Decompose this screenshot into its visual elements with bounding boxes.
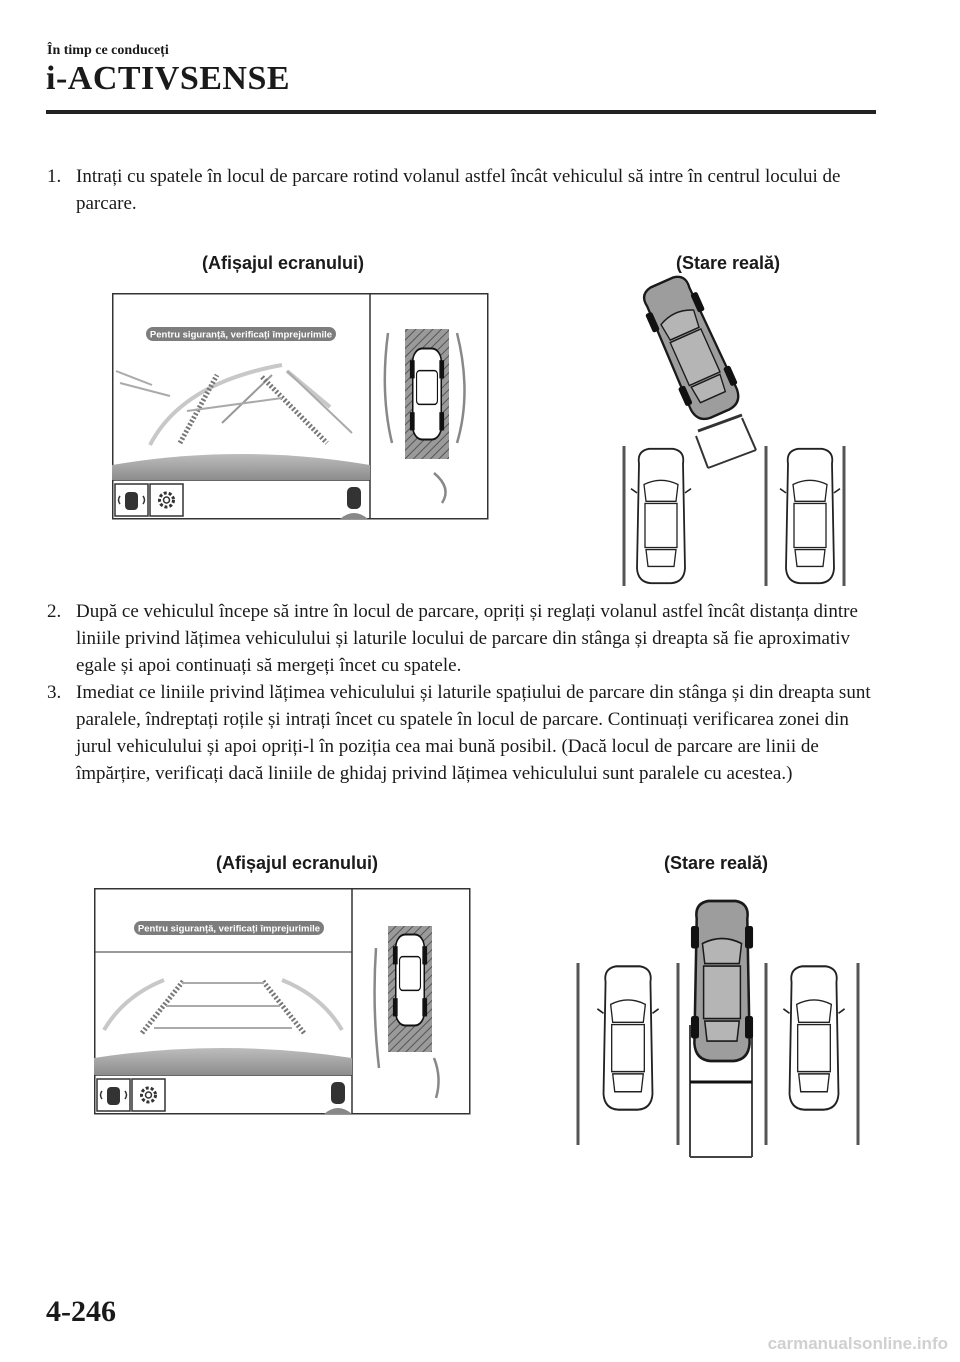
real-caption: (Stare reală) <box>664 853 769 873</box>
safety-banner-text: Pentru siguranță, verificați împrejurimile <box>149 329 333 341</box>
parking-screen-display-2 <box>94 888 471 1115</box>
top-view-car <box>393 935 427 1026</box>
screen-caption: (Afișajul ecranului) <box>202 253 365 273</box>
step-number: 3. <box>47 682 62 703</box>
step-3 <box>47 679 877 787</box>
step-1 <box>47 163 877 217</box>
watermark: carmanualsonline.info <box>767 1334 948 1353</box>
step-text: Imediat ce liniile privind lățimea vehiculului și laturile spațiului de parcare din stânga și din dreapta sunt paralele, îndreptați roțile și intrați încet cu spatele în locul de parcare. Continuați verificarea zonei din jurul vehiculului și apoi opriți-l în poziția cea mai bună posibil. (Dacă locul de parcare are linii de împărțire, verificați dacă liniile de ghidaj privind lățimea vehiculului sunt paralele cu acestea.) <box>76 682 871 784</box>
step-number: 2. <box>47 601 62 622</box>
parking-real-scene-1 <box>590 268 880 588</box>
screen-caption: (Afișajul ecranului) <box>216 853 379 873</box>
parked-car-left <box>597 966 658 1109</box>
step-number: 1. <box>47 166 62 187</box>
parked-car-right <box>780 449 840 583</box>
page-number: 4-246 <box>46 1295 116 1328</box>
parking-space-outline <box>696 415 756 468</box>
top-view-car <box>410 349 444 440</box>
parking-sensor-icon[interactable] <box>115 484 148 516</box>
section-label: În timp ce conduceți <box>47 43 169 58</box>
real-caption: (Stare reală) <box>676 253 781 273</box>
reversing-car <box>636 271 746 425</box>
settings-gear-icon[interactable] <box>150 484 183 516</box>
step-text: Intrați cu spatele în locul de parcare rotind volanul astfel încât vehiculul să intre în centrul locului de parcare. <box>76 166 841 214</box>
parking-sensor-icon[interactable] <box>97 1079 130 1111</box>
step-2 <box>47 598 877 679</box>
parked-car-right <box>783 966 844 1109</box>
page-title: i-ACTIVSENSE <box>46 60 291 97</box>
safety-banner-text: Pentru siguranță, verificați împrejurimile <box>137 923 321 935</box>
parked-car-left <box>631 449 691 583</box>
parking-real-scene-2 <box>568 895 868 1165</box>
reversing-car <box>691 901 753 1061</box>
settings-gear-icon[interactable] <box>132 1079 165 1111</box>
title-divider <box>46 110 876 114</box>
parking-screen-display-1 <box>112 293 489 520</box>
step-text: După ce vehiculul începe să intre în locul de parcare, opriți și reglați volanul astfel încât distanța dintre liniile privind lățimea vehiculului și laturile locului de parcare din stânga și dreapta să fie aproximativ egale și apoi continuați să mergeți încet cu spatele. <box>76 601 858 676</box>
